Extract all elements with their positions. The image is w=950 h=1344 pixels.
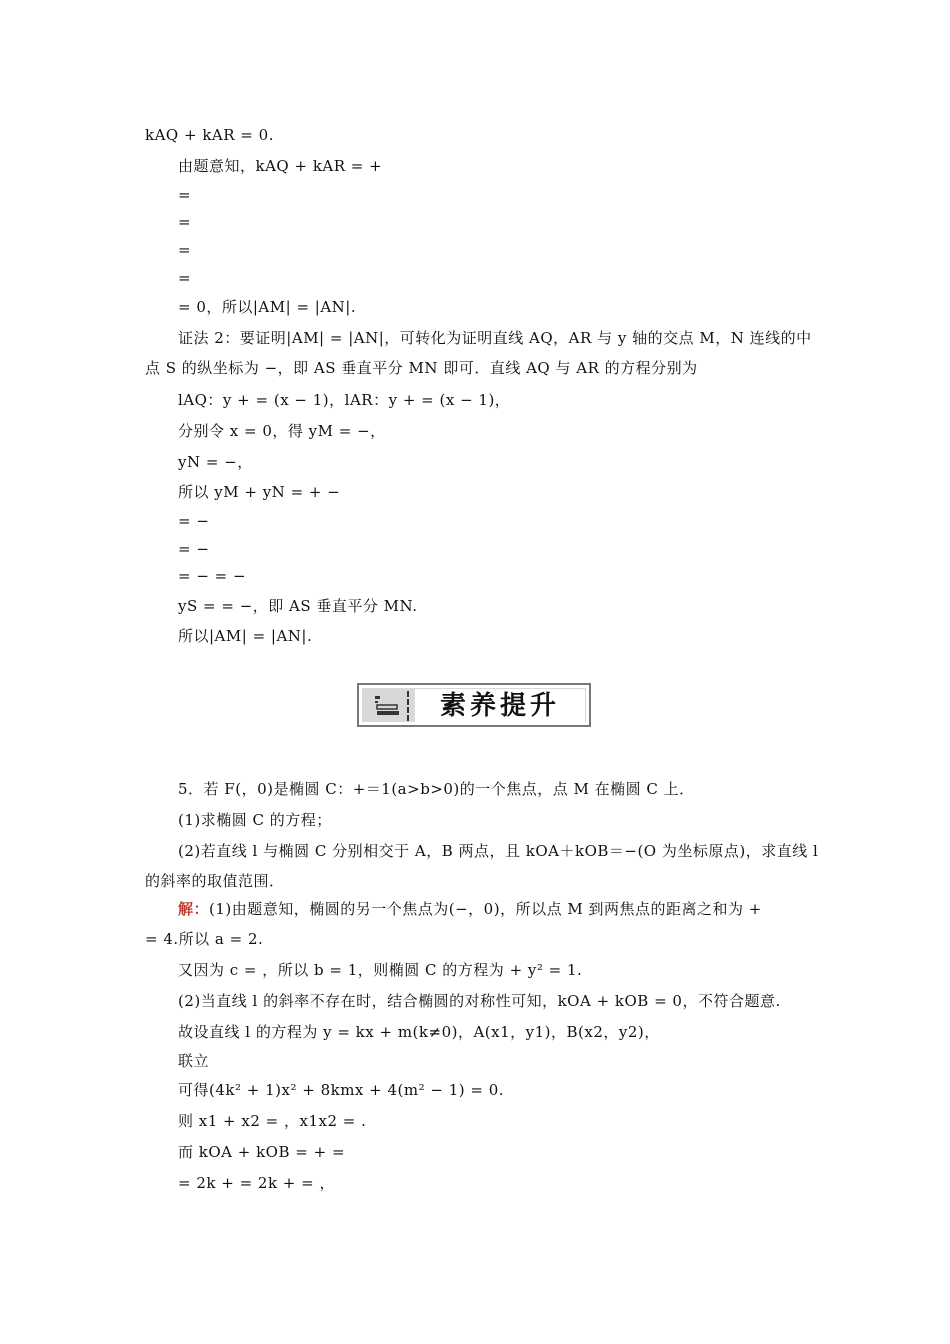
solution-line: (2)当直线 l 的斜率不存在时，结合椭圆的对称性可知，kOA + kOB = 0，不符合题意. — [178, 992, 781, 1010]
text-line: 证法 2：要证明|AM| = |AN|，可转化为证明直线 AQ，AR 与 y 轴的交点 M，N 连线的中 — [178, 329, 812, 347]
text-line: 点 S 的纵坐标为 −，即 AS 垂直平分 MN 即可．直线 AQ 与 AR 的方程分别为 — [145, 359, 698, 377]
solution-label: 解： — [178, 900, 210, 918]
problem-line: 的斜率的取值范围． — [145, 872, 285, 890]
text-line: 分别令 x = 0，得 yM = −， — [178, 422, 386, 440]
solution-text: (1)由题意知，椭圆的另一个焦点为(−，0)，所以点 M 到两焦点的距离之和为 + — [209, 900, 762, 918]
text-line: = − — [178, 540, 210, 558]
text-line: 由题意知，kAQ + kAR = + — [178, 157, 383, 175]
text-line: kAQ + kAR = 0. — [145, 126, 274, 144]
solution-line: 故设直线 l 的方程为 y = kx + m(k≠0)，A(x1，y1)，B(x2，y2)， — [178, 1023, 660, 1041]
problem-line: 5．若 F(，0)是椭圆 C：+＝1(a>b>0)的一个焦点，点 M 在椭圆 C 上． — [178, 780, 695, 798]
problem-line: (2)若直线 l 与椭圆 C 分别相交于 A，B 两点，且 kOA＋kOB＝−(O 为坐标原点)，求直线 l — [178, 842, 819, 860]
problem-line: (1)求椭圆 C 的方程； — [178, 811, 332, 829]
text-line: = — [178, 186, 192, 204]
solution-line: 又因为 c = ，所以 b = 1，则椭圆 C 的方程为 + y² = 1. — [178, 961, 583, 979]
text-line: = — [178, 213, 192, 231]
text-line: = 0，所以|AM| = |AN|. — [178, 298, 357, 316]
section-title: 素养提升 — [415, 689, 585, 723]
solution-line: 可得(4k² + 1)x² + 8kmx + 4(m² − 1) = 0. — [178, 1081, 505, 1099]
solution-line: = 2k + = 2k + = ， — [178, 1174, 335, 1192]
text-line: = — [178, 269, 192, 287]
solution-line: = 4.所以 a = 2. — [145, 930, 264, 948]
solution-line: 则 x1 + x2 = ，x1x2 = . — [178, 1112, 367, 1130]
text-line: yS = = −，即 AS 垂直平分 MN. — [178, 597, 418, 615]
solution-line: 联立 — [178, 1052, 210, 1070]
solution-line: 而 kOA + kOB = + = — [178, 1143, 346, 1161]
text-line: 所以 yM + yN = + − — [178, 483, 341, 501]
text-line: = − = − — [178, 567, 247, 585]
text-line: = − — [178, 512, 210, 530]
text-line: lAQ：y + = (x − 1)，lAR：y + = (x − 1)， — [178, 391, 511, 409]
section-banner — [357, 683, 591, 727]
text-line: yN = −， — [178, 453, 253, 471]
text-line: = — [178, 241, 192, 259]
list-icon — [369, 691, 409, 721]
solution-first-line — [178, 898, 808, 920]
text-line: 所以|AM| = |AN|. — [178, 627, 313, 645]
